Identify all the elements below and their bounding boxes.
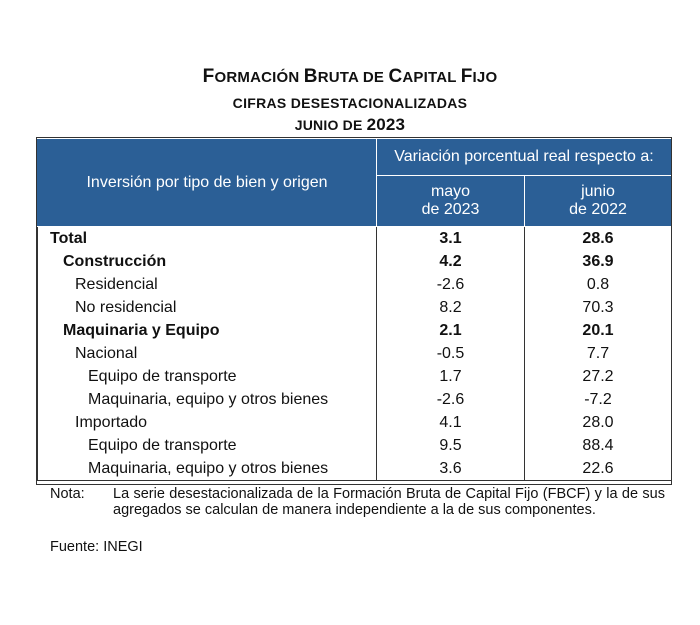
row-label: Equipo de transporte <box>38 365 377 388</box>
span-header: Variación porcentual real respecto a: <box>377 139 672 176</box>
value-may-2023: 4.2 <box>377 250 525 273</box>
value-june-2022: 36.9 <box>525 250 672 273</box>
value-may-2023: 4.1 <box>377 411 525 434</box>
table-row <box>38 319 672 342</box>
row-label: Nacional <box>38 342 377 365</box>
value-may-2023: 2.1 <box>377 319 525 342</box>
value-june-2022: 20.1 <box>525 319 672 342</box>
row-label: Maquinaria, equipo y otros bienes <box>38 457 377 481</box>
col-header-may-2023: mayo de 2023 <box>377 176 525 227</box>
table-row <box>38 250 672 273</box>
value-june-2022: -7.2 <box>525 388 672 411</box>
value-may-2023: 1.7 <box>377 365 525 388</box>
row-label: Maquinaria y Equipo <box>38 319 377 342</box>
table-row <box>38 365 672 388</box>
table-row <box>38 434 672 457</box>
report-period: JUNIO DE 2023 <box>294 115 406 134</box>
value-june-2022: 88.4 <box>525 434 672 457</box>
table-row <box>38 342 672 365</box>
row-label: Construcción <box>38 250 377 273</box>
value-may-2023: 3.6 <box>377 457 525 481</box>
row-label: Importado <box>38 411 377 434</box>
value-june-2022: 28.0 <box>525 411 672 434</box>
row-label: No residencial <box>38 296 377 319</box>
table-row <box>38 411 672 434</box>
value-may-2023: -2.6 <box>377 388 525 411</box>
row-label: Total <box>38 227 377 251</box>
row-label: Maquinaria, equipo y otros bienes <box>38 388 377 411</box>
value-june-2022: 27.2 <box>525 365 672 388</box>
footnote-label: Nota: <box>50 486 85 502</box>
table-row <box>38 296 672 319</box>
footnote-text: La serie desestacionalizada de la Formación Bruta de Capital Fijo (FBCF) y la de sus agregados se calculan de manera independiente a la de sus componentes. <box>113 486 665 518</box>
value-may-2023: 3.1 <box>377 227 525 251</box>
table-row <box>38 457 672 481</box>
value-june-2022: 0.8 <box>525 273 672 296</box>
value-may-2023: 8.2 <box>377 296 525 319</box>
source-line: Fuente: INEGI <box>50 539 143 555</box>
row-header: Inversión por tipo de bien y origen <box>38 139 377 227</box>
fbcf-table <box>37 138 672 481</box>
col-header-june-2022: junio de 2022 <box>525 176 672 227</box>
value-june-2022: 70.3 <box>525 296 672 319</box>
row-label: Residencial <box>38 273 377 296</box>
table-row <box>38 388 672 411</box>
value-may-2023: -0.5 <box>377 342 525 365</box>
value-may-2023: -2.6 <box>377 273 525 296</box>
report-subtitle: CIFRAS DESESTACIONALIZADAS <box>232 95 468 111</box>
row-label: Equipo de transporte <box>38 434 377 457</box>
value-june-2022: 28.6 <box>525 227 672 251</box>
table-row <box>38 227 672 251</box>
value-may-2023: 9.5 <box>377 434 525 457</box>
table-row <box>38 273 672 296</box>
report-title: FORMACIÓN BRUTA DE CAPITAL FIJO <box>202 66 498 87</box>
value-june-2022: 22.6 <box>525 457 672 481</box>
value-june-2022: 7.7 <box>525 342 672 365</box>
